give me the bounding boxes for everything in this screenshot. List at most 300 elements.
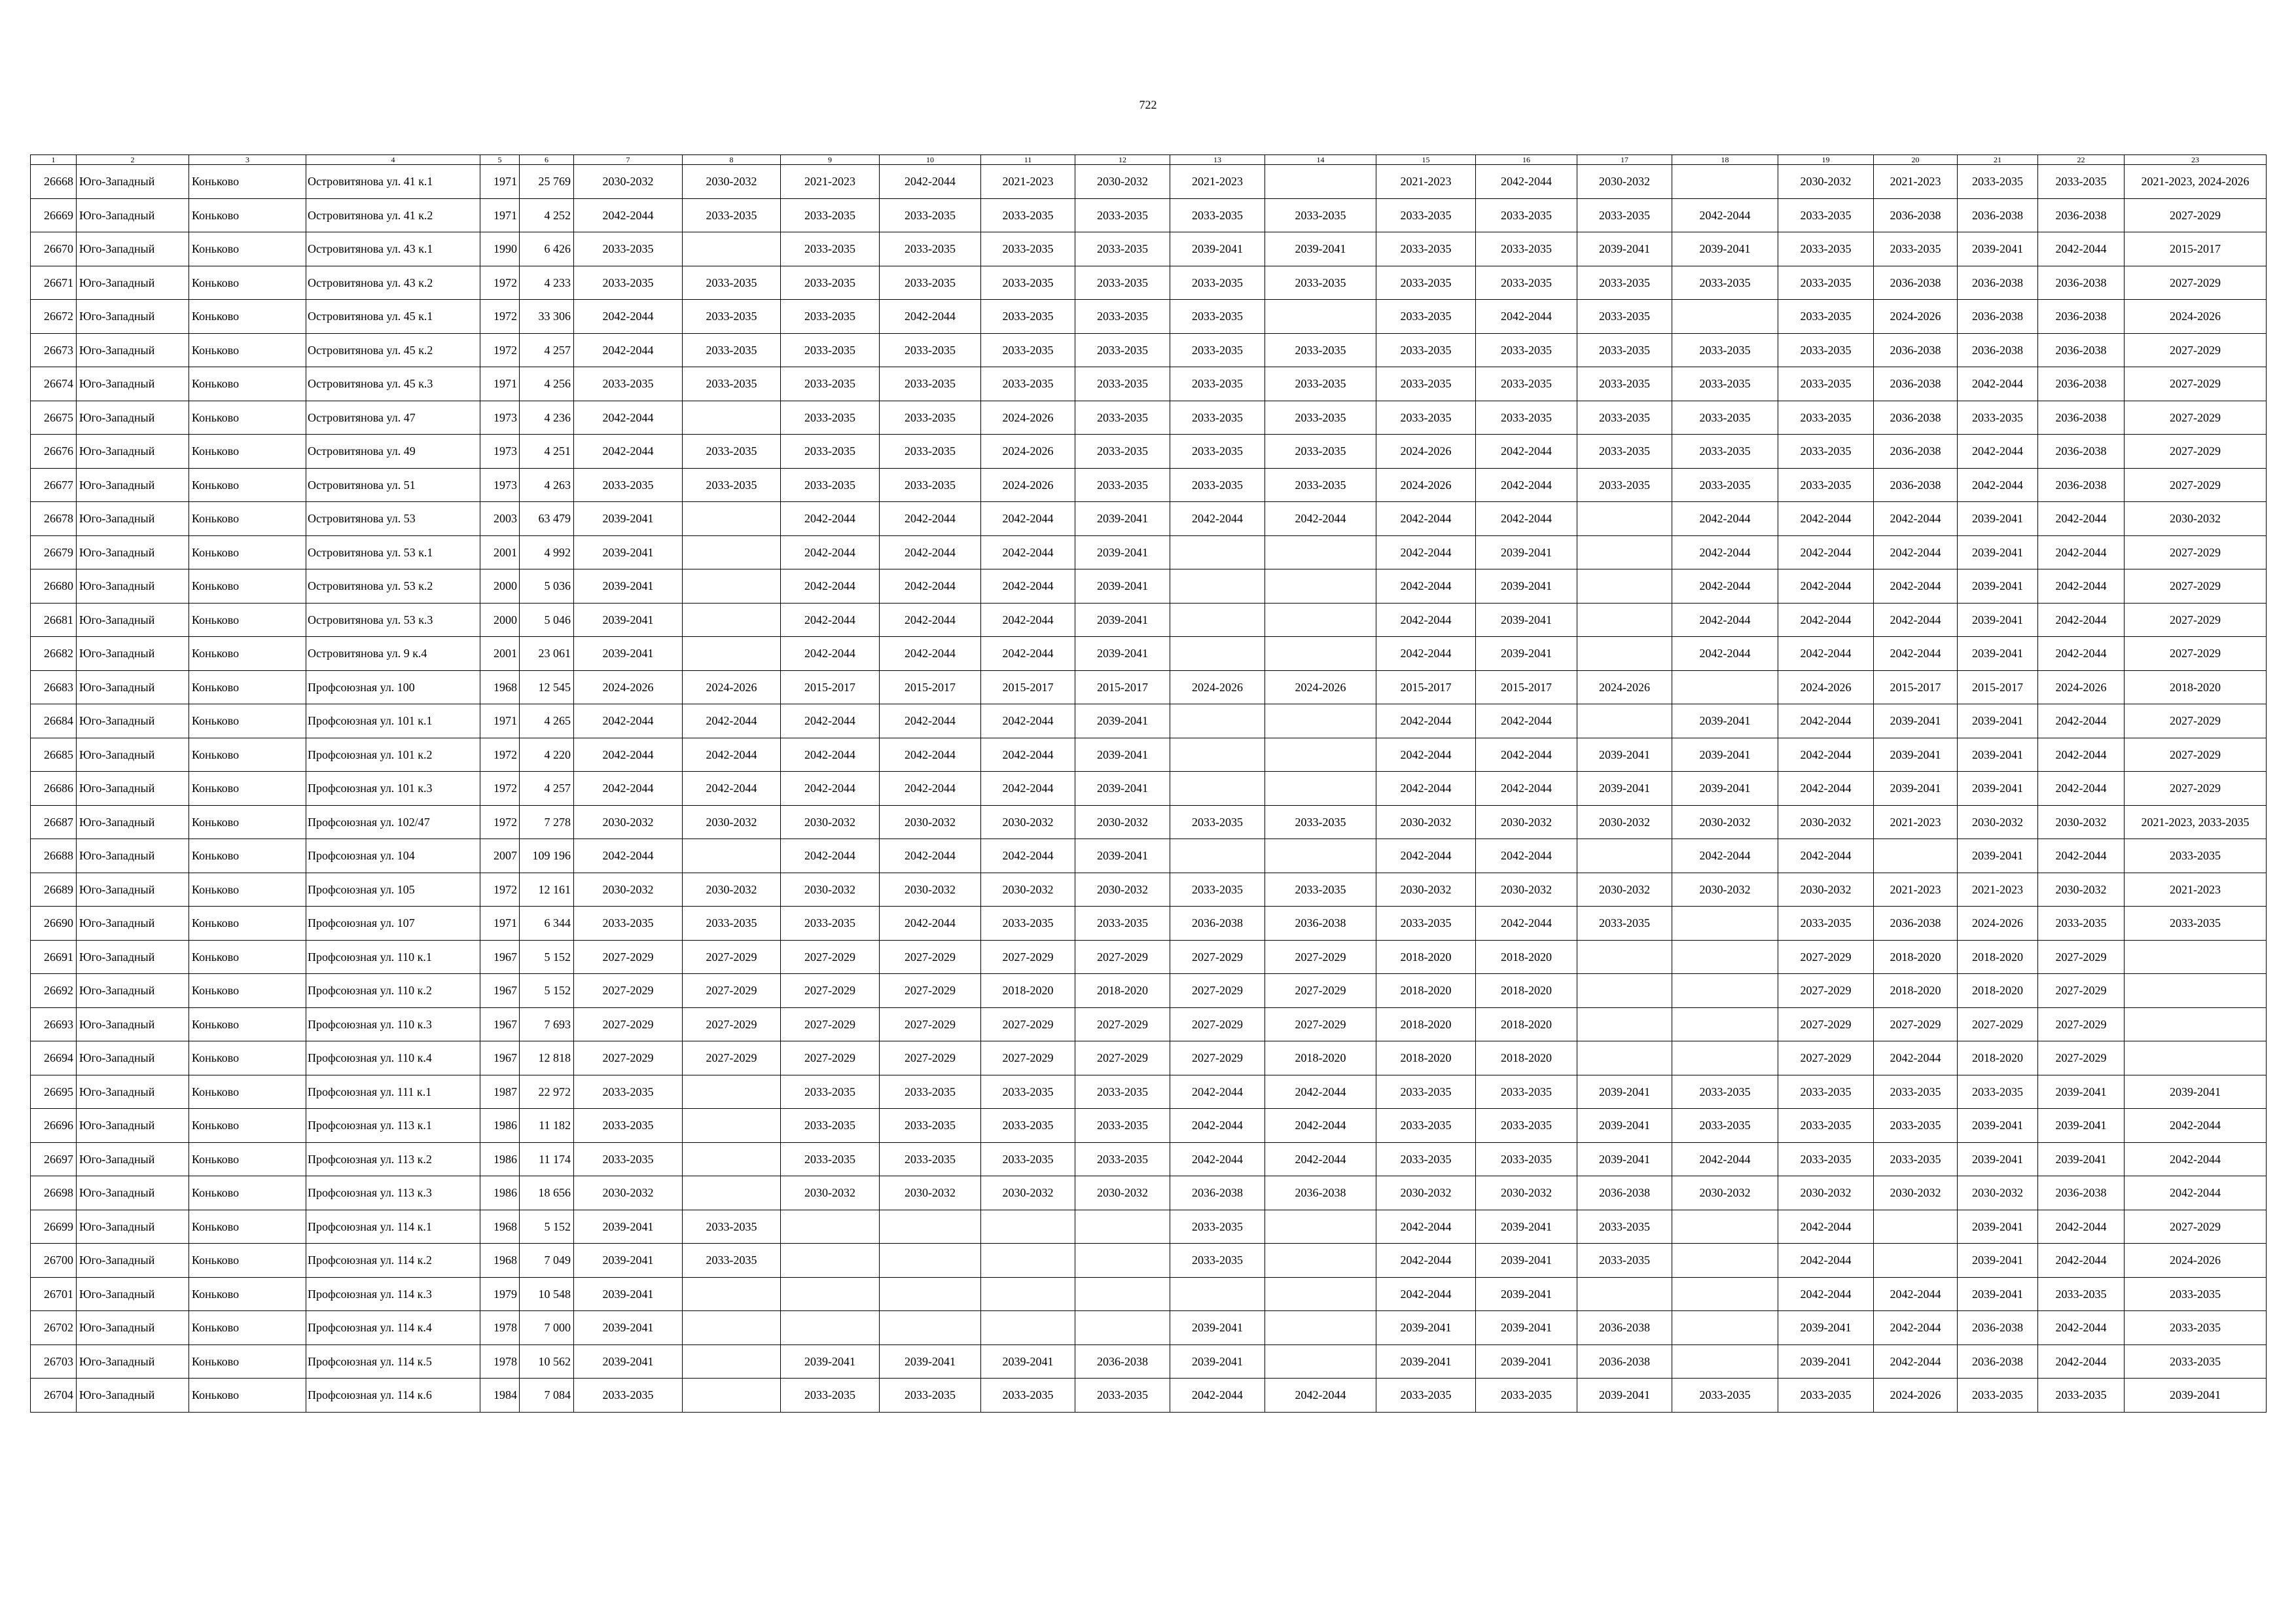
table-cell: 2030-2032: [2038, 805, 2125, 839]
table-cell: [1577, 704, 1672, 738]
table-cell: [1265, 603, 1376, 637]
table-cell: 2033-2035: [1577, 367, 1672, 401]
table-cell: [2125, 940, 2267, 974]
table-cell: 4 265: [520, 704, 574, 738]
table-cell: 2027-2029: [2125, 637, 2267, 671]
table-cell: [1672, 1041, 1778, 1075]
table-cell: 2033-2035: [1577, 198, 1672, 232]
table-cell: 2027-2029: [2038, 974, 2125, 1008]
table-cell: 2027-2029: [2125, 333, 2267, 367]
table-cell: 1972: [480, 738, 520, 772]
table-cell: 2021-2023: [1170, 165, 1265, 199]
table-cell: 2024-2026: [1577, 670, 1672, 704]
table-cell: 2030-2032: [781, 1176, 880, 1210]
table-cell: 26689: [31, 873, 77, 907]
table-cell: [1170, 603, 1265, 637]
table-cell: 2042-2044: [1778, 1244, 1874, 1278]
table-cell: 2033-2035: [1577, 1210, 1672, 1244]
table-cell: 1971: [480, 907, 520, 941]
table-cell: [1577, 603, 1672, 637]
table-cell: 2027-2029: [2038, 1007, 2125, 1041]
table-cell: [981, 1210, 1075, 1244]
table-cell: 2030-2032: [574, 165, 683, 199]
table-row: [31, 1379, 2267, 1413]
column-number-cell: 23: [2125, 155, 2267, 165]
table-cell: 7 000: [520, 1311, 574, 1345]
table-cell: 2027-2029: [2125, 401, 2267, 435]
table-cell: 5 046: [520, 603, 574, 637]
table-cell: 12 545: [520, 670, 574, 704]
column-number-cell: 18: [1672, 155, 1778, 165]
table-cell: 2027-2029: [1170, 1041, 1265, 1075]
table-cell: 2021-2023: [781, 165, 880, 199]
table-cell: 2039-2041: [1672, 232, 1778, 266]
table-cell: Коньково: [189, 1109, 306, 1143]
table-cell: 2027-2029: [1778, 974, 1874, 1008]
table-cell: 109 196: [520, 839, 574, 873]
table-cell: [880, 1244, 981, 1278]
table-cell: [1577, 535, 1672, 569]
table-cell: Профсоюзная ул. 110 к.3: [306, 1007, 480, 1041]
table-cell: [1265, 1311, 1376, 1345]
table-cell: 5 152: [520, 974, 574, 1008]
table-cell: 1973: [480, 401, 520, 435]
table-cell: 2039-2041: [1577, 232, 1672, 266]
table-cell: 2033-2035: [1476, 1075, 1577, 1109]
table-cell: 2033-2035: [1778, 232, 1874, 266]
table-cell: 2033-2035: [2125, 839, 2267, 873]
table-cell: 2036-2038: [1577, 1176, 1672, 1210]
table-cell: Юго-Западный: [77, 333, 189, 367]
table-cell: 2042-2044: [1874, 637, 1958, 671]
table-cell: 2033-2035: [1476, 367, 1577, 401]
table-cell: [683, 1142, 781, 1176]
table-cell: 2039-2041: [1075, 704, 1170, 738]
table-cell: 2033-2035: [2125, 907, 2267, 941]
table-cell: 2036-2038: [2038, 266, 2125, 300]
table-cell: Коньково: [189, 1379, 306, 1413]
table-cell: 2042-2044: [1958, 367, 2038, 401]
table-cell: 2033-2035: [574, 266, 683, 300]
table-cell: 2033-2035: [1958, 1379, 2038, 1413]
table-cell: 2033-2035: [1476, 198, 1577, 232]
table-cell: Коньково: [189, 367, 306, 401]
table-cell: 2039-2041: [2038, 1075, 2125, 1109]
table-cell: [1672, 670, 1778, 704]
table-cell: 5 152: [520, 1210, 574, 1244]
table-cell: 2036-2038: [1874, 266, 1958, 300]
table-cell: Юго-Западный: [77, 704, 189, 738]
table-cell: 2042-2044: [1778, 603, 1874, 637]
table-cell: Юго-Западный: [77, 670, 189, 704]
column-number-cell: 5: [480, 155, 520, 165]
table-cell: 2030-2032: [683, 165, 781, 199]
table-row: [31, 1109, 2267, 1143]
table-cell: 2027-2029: [683, 1007, 781, 1041]
table-cell: 2039-2041: [574, 502, 683, 536]
table-cell: 2042-2044: [683, 704, 781, 738]
table-cell: 26673: [31, 333, 77, 367]
table-cell: 2033-2035: [1778, 198, 1874, 232]
table-cell: 2027-2029: [2125, 704, 2267, 738]
table-cell: [2125, 1041, 2267, 1075]
table-cell: Коньково: [189, 502, 306, 536]
table-cell: 2042-2044: [2038, 704, 2125, 738]
table-cell: 2042-2044: [880, 637, 981, 671]
table-row: [31, 198, 2267, 232]
table-cell: 2042-2044: [1672, 198, 1778, 232]
table-cell: Юго-Западный: [77, 1277, 189, 1311]
table-cell: 2024-2026: [1170, 670, 1265, 704]
table-cell: 2007: [480, 839, 520, 873]
table-cell: Юго-Западный: [77, 266, 189, 300]
table-cell: 2042-2044: [880, 772, 981, 806]
table-cell: 63 479: [520, 502, 574, 536]
table-cell: 2033-2035: [880, 435, 981, 469]
table-cell: Коньково: [189, 1041, 306, 1075]
table-cell: 2033-2035: [1778, 1075, 1874, 1109]
table-cell: 2033-2035: [1577, 468, 1672, 502]
table-cell: 2033-2035: [1376, 1075, 1476, 1109]
table-cell: Коньково: [189, 873, 306, 907]
table-row: [31, 940, 2267, 974]
table-cell: 2036-2038: [2038, 468, 2125, 502]
table-cell: 4 992: [520, 535, 574, 569]
table-cell: 26701: [31, 1277, 77, 1311]
table-row: [31, 704, 2267, 738]
table-cell: 2042-2044: [1874, 502, 1958, 536]
column-number-cell: 20: [1874, 155, 1958, 165]
column-number-cell: 3: [189, 155, 306, 165]
table-cell: 2042-2044: [781, 603, 880, 637]
table-cell: 2042-2044: [1778, 1277, 1874, 1311]
table-cell: 2033-2035: [1958, 401, 2038, 435]
table-cell: 2030-2032: [1672, 1176, 1778, 1210]
table-cell: [1874, 839, 1958, 873]
table-cell: 2030-2032: [1075, 1176, 1170, 1210]
table-cell: Профсоюзная ул. 110 к.4: [306, 1041, 480, 1075]
table-cell: 2000: [480, 569, 520, 604]
table-cell: 2027-2029: [574, 1041, 683, 1075]
table-cell: 2030-2032: [781, 805, 880, 839]
table-cell: 2036-2038: [1958, 333, 2038, 367]
table-cell: 2018-2020: [1376, 1007, 1476, 1041]
table-cell: [1265, 535, 1376, 569]
table-row: [31, 535, 2267, 569]
table-cell: 1984: [480, 1379, 520, 1413]
table-cell: 2033-2035: [1874, 1109, 1958, 1143]
table-cell: 1973: [480, 435, 520, 469]
table-cell: 2042-2044: [1476, 435, 1577, 469]
table-cell: Коньково: [189, 468, 306, 502]
table-cell: 2039-2041: [1958, 535, 2038, 569]
table-cell: 1972: [480, 333, 520, 367]
column-number-cell: 7: [574, 155, 683, 165]
table-row: [31, 805, 2267, 839]
table-cell: 2033-2035: [981, 367, 1075, 401]
table-cell: 2033-2035: [683, 266, 781, 300]
table-cell: 2030-2032: [683, 873, 781, 907]
table-cell: 2027-2029: [683, 1041, 781, 1075]
table-cell: 2027-2029: [574, 940, 683, 974]
table-cell: Коньково: [189, 569, 306, 604]
table-cell: 2036-2038: [2038, 367, 2125, 401]
table-cell: 26693: [31, 1007, 77, 1041]
table-cell: 2039-2041: [1672, 704, 1778, 738]
table-cell: Юго-Западный: [77, 603, 189, 637]
table-cell: 2027-2029: [1778, 1041, 1874, 1075]
table-cell: [683, 1277, 781, 1311]
table-cell: Профсоюзная ул. 104: [306, 839, 480, 873]
table-cell: 2027-2029: [1075, 1041, 1170, 1075]
table-cell: 1987: [480, 1075, 520, 1109]
table-cell: 2030-2032: [1778, 805, 1874, 839]
table-cell: 2033-2035: [683, 1244, 781, 1278]
table-cell: 2039-2041: [1958, 839, 2038, 873]
table-cell: 11 174: [520, 1142, 574, 1176]
table-cell: 2033-2035: [1170, 1210, 1265, 1244]
table-cell: 2027-2029: [2125, 266, 2267, 300]
table-cell: 2033-2035: [880, 468, 981, 502]
table-cell: 2033-2035: [1075, 907, 1170, 941]
table-cell: 2033-2035: [1265, 401, 1376, 435]
table-cell: [1672, 165, 1778, 199]
table-cell: [1874, 1244, 1958, 1278]
table-cell: 26671: [31, 266, 77, 300]
table-cell: 2033-2035: [1672, 401, 1778, 435]
table-cell: 2036-2038: [1265, 1176, 1376, 1210]
table-cell: [1577, 502, 1672, 536]
table-cell: 2033-2035: [781, 198, 880, 232]
table-cell: [1265, 1244, 1376, 1278]
table-cell: 2042-2044: [2125, 1109, 2267, 1143]
column-number-cell: 14: [1265, 155, 1376, 165]
table-cell: 2021-2023: [981, 165, 1075, 199]
table-cell: 2033-2035: [781, 1075, 880, 1109]
table-cell: 2033-2035: [683, 468, 781, 502]
table-cell: Юго-Западный: [77, 1311, 189, 1345]
table-cell: 26678: [31, 502, 77, 536]
table-cell: 2033-2035: [1075, 232, 1170, 266]
table-cell: Юго-Западный: [77, 367, 189, 401]
table-cell: 2042-2044: [1874, 535, 1958, 569]
table-cell: 2027-2029: [1265, 974, 1376, 1008]
table-cell: Профсоюзная ул. 113 к.2: [306, 1142, 480, 1176]
table-cell: 2033-2035: [683, 907, 781, 941]
table-cell: 2042-2044: [1476, 907, 1577, 941]
table-cell: 2033-2035: [2125, 1311, 2267, 1345]
table-cell: 2033-2035: [1265, 805, 1376, 839]
table-cell: [1265, 1210, 1376, 1244]
table-cell: 2042-2044: [1958, 435, 2038, 469]
table-cell: 2039-2041: [574, 637, 683, 671]
housing-register-table: [30, 154, 2267, 1413]
table-cell: 2030-2032: [880, 873, 981, 907]
table-cell: 2039-2041: [2038, 1109, 2125, 1143]
table-cell: 2042-2044: [1476, 165, 1577, 199]
table-cell: 2042-2044: [1170, 1075, 1265, 1109]
table-row: [31, 1075, 2267, 1109]
table-cell: 2033-2035: [781, 435, 880, 469]
table-cell: 2027-2029: [1170, 1007, 1265, 1041]
table-cell: 2018-2020: [1075, 974, 1170, 1008]
table-cell: Коньково: [189, 198, 306, 232]
table-cell: 2033-2035: [981, 333, 1075, 367]
table-row: [31, 1311, 2267, 1345]
table-cell: 2042-2044: [2038, 1244, 2125, 1278]
table-cell: 2042-2044: [2038, 839, 2125, 873]
table-cell: 2021-2023, 2024-2026: [2125, 165, 2267, 199]
table-cell: 2030-2032: [1075, 805, 1170, 839]
table-cell: [1672, 940, 1778, 974]
table-cell: 4 256: [520, 367, 574, 401]
table-cell: [1265, 165, 1376, 199]
table-cell: Юго-Западный: [77, 839, 189, 873]
table-cell: 2039-2041: [1958, 637, 2038, 671]
table-cell: 2030-2032: [2038, 873, 2125, 907]
table-cell: [683, 1379, 781, 1413]
table-cell: [781, 1311, 880, 1345]
table-cell: 12 818: [520, 1041, 574, 1075]
table-cell: Юго-Западный: [77, 401, 189, 435]
table-cell: 2033-2035: [1265, 435, 1376, 469]
table-cell: 2042-2044: [981, 569, 1075, 604]
table-cell: Профсоюзная ул. 114 к.6: [306, 1379, 480, 1413]
table-cell: 2039-2041: [1874, 704, 1958, 738]
table-cell: 2030-2032: [1874, 1176, 1958, 1210]
table-cell: [1265, 839, 1376, 873]
table-row: [31, 1176, 2267, 1210]
table-cell: 2042-2044: [1265, 1075, 1376, 1109]
table-cell: 2042-2044: [981, 839, 1075, 873]
table-cell: 2027-2029: [880, 974, 981, 1008]
table-cell: Профсоюзная ул. 114 к.1: [306, 1210, 480, 1244]
table-cell: 2039-2041: [574, 1210, 683, 1244]
table-cell: 26676: [31, 435, 77, 469]
table-cell: 7 049: [520, 1244, 574, 1278]
table-cell: 2042-2044: [1170, 1109, 1265, 1143]
table-cell: 2018-2020: [2125, 670, 2267, 704]
table-cell: 2039-2041: [2125, 1379, 2267, 1413]
table-cell: 2024-2026: [1874, 1379, 1958, 1413]
table-cell: 2036-2038: [1958, 1344, 2038, 1379]
table-cell: Профсоюзная ул. 105: [306, 873, 480, 907]
table-cell: 2033-2035: [1376, 1109, 1476, 1143]
table-cell: 26702: [31, 1311, 77, 1345]
table-cell: Профсоюзная ул. 114 к.2: [306, 1244, 480, 1278]
table-row: [31, 738, 2267, 772]
table-cell: 2033-2035: [781, 1379, 880, 1413]
table-cell: 2039-2041: [1170, 232, 1265, 266]
table-cell: 2033-2035: [2125, 1277, 2267, 1311]
table-cell: 2027-2029: [981, 940, 1075, 974]
table-cell: Островитянова ул. 41 к.2: [306, 198, 480, 232]
table-row: [31, 401, 2267, 435]
table-cell: Островитянова ул. 41 к.1: [306, 165, 480, 199]
table-cell: 26672: [31, 300, 77, 334]
table-cell: 2039-2041: [1958, 1210, 2038, 1244]
table-cell: 2039-2041: [574, 1344, 683, 1379]
table-cell: [1577, 940, 1672, 974]
table-cell: [683, 569, 781, 604]
table-cell: Островитянова ул. 53 к.2: [306, 569, 480, 604]
table-cell: 2039-2041: [1577, 1142, 1672, 1176]
table-row: [31, 603, 2267, 637]
table-cell: [683, 1109, 781, 1143]
table-cell: 2042-2044: [1874, 569, 1958, 604]
table-cell: 2039-2041: [1672, 738, 1778, 772]
table-cell: 2033-2035: [1672, 435, 1778, 469]
table-cell: 2042-2044: [1778, 772, 1874, 806]
table-cell: 2042-2044: [1778, 738, 1874, 772]
table-cell: 2042-2044: [1672, 1142, 1778, 1176]
table-cell: 26680: [31, 569, 77, 604]
table-cell: 2042-2044: [1672, 637, 1778, 671]
table-cell: 2027-2029: [2125, 435, 2267, 469]
table-cell: [683, 1176, 781, 1210]
table-cell: 2021-2023, 2033-2035: [2125, 805, 2267, 839]
table-cell: 2033-2035: [1075, 198, 1170, 232]
table-cell: 2033-2035: [574, 232, 683, 266]
table-cell: 2027-2029: [574, 974, 683, 1008]
table-cell: 2033-2035: [981, 198, 1075, 232]
table-cell: 2033-2035: [1672, 1379, 1778, 1413]
table-cell: 2033-2035: [2038, 1379, 2125, 1413]
table-cell: 2042-2044: [1672, 839, 1778, 873]
table-cell: 2033-2035: [1672, 367, 1778, 401]
table-cell: 2033-2035: [1075, 1109, 1170, 1143]
table-cell: Коньково: [189, 401, 306, 435]
table-cell: 1978: [480, 1344, 520, 1379]
table-cell: 2042-2044: [1778, 535, 1874, 569]
table-row: [31, 670, 2267, 704]
table-cell: 26677: [31, 468, 77, 502]
table-cell: 2039-2041: [1577, 1379, 1672, 1413]
table-cell: 2033-2035: [574, 468, 683, 502]
table-cell: 2033-2035: [1170, 266, 1265, 300]
table-cell: 26675: [31, 401, 77, 435]
table-cell: [1577, 637, 1672, 671]
table-cell: 2033-2035: [1874, 232, 1958, 266]
table-row: [31, 300, 2267, 334]
table-cell: 2036-2038: [1874, 468, 1958, 502]
table-cell: Профсоюзная ул. 101 к.2: [306, 738, 480, 772]
table-cell: 2030-2032: [1577, 873, 1672, 907]
table-cell: Коньково: [189, 670, 306, 704]
table-cell: [1170, 569, 1265, 604]
table-cell: 2042-2044: [1476, 738, 1577, 772]
table-cell: Юго-Западный: [77, 637, 189, 671]
table-cell: 2030-2032: [1672, 873, 1778, 907]
table-cell: 2042-2044: [574, 839, 683, 873]
table-cell: [1577, 974, 1672, 1008]
column-number-cell: 1: [31, 155, 77, 165]
table-cell: 2039-2041: [574, 1244, 683, 1278]
table-cell: Профсоюзная ул. 102/47: [306, 805, 480, 839]
table-cell: 2033-2035: [1075, 266, 1170, 300]
table-cell: 2042-2044: [1672, 535, 1778, 569]
table-cell: 2042-2044: [1476, 468, 1577, 502]
table-cell: 1968: [480, 1244, 520, 1278]
table-cell: 2042-2044: [2038, 502, 2125, 536]
table-cell: 2033-2035: [1672, 266, 1778, 300]
table-cell: 2042-2044: [2038, 232, 2125, 266]
table-cell: [1672, 1007, 1778, 1041]
table-cell: 2033-2035: [981, 907, 1075, 941]
table-row: [31, 907, 2267, 941]
table-cell: 2042-2044: [1376, 1210, 1476, 1244]
table-cell: 26695: [31, 1075, 77, 1109]
